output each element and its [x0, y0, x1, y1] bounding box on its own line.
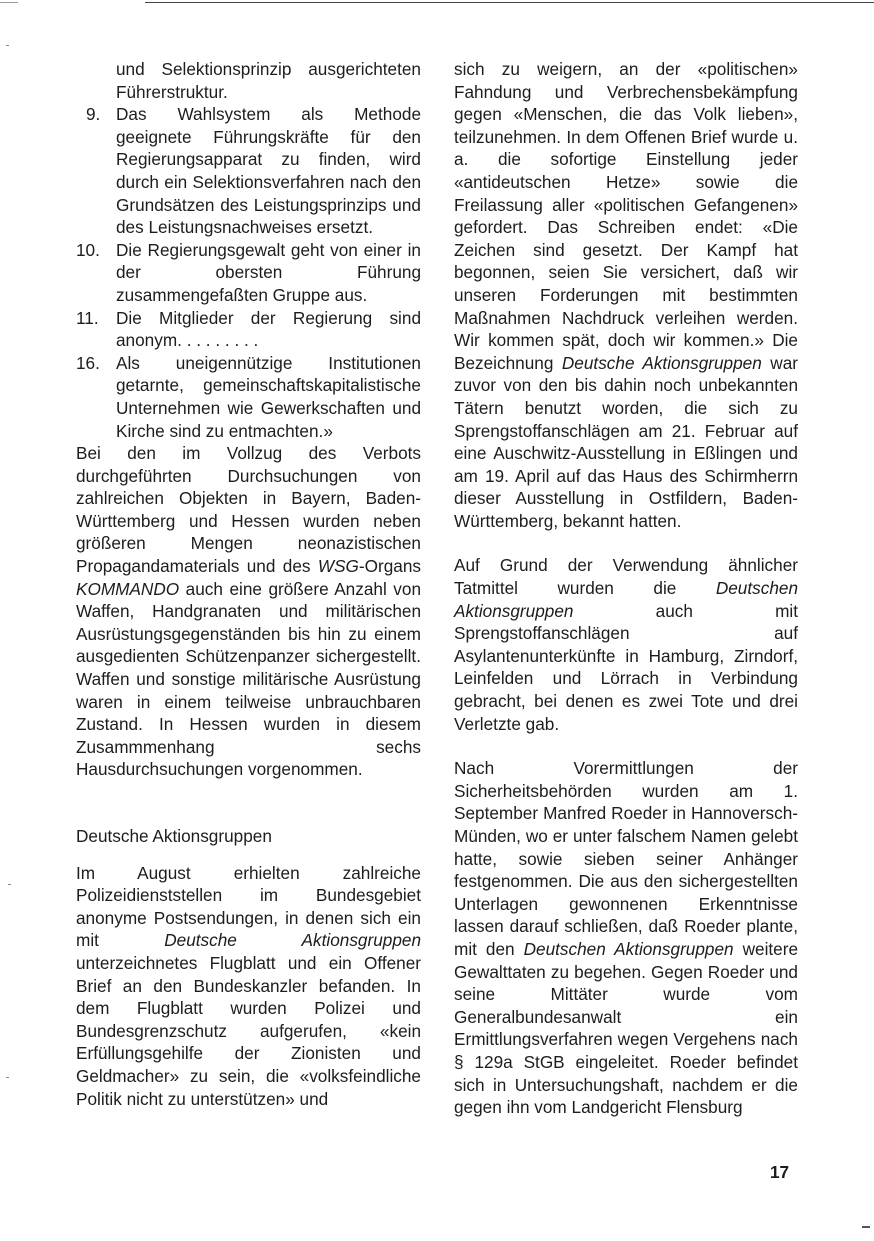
list-text: Als uneigennützige Institutionen getarnte, gemeinschaftskapitalistische Unternehmen wie Gewerkschaften und Kirche sind zu entmachten.»	[116, 352, 421, 441]
corner-mark	[862, 1226, 870, 1228]
page-number: 17	[770, 1162, 790, 1182]
section-heading: Deutsche Aktionsgruppen	[76, 826, 272, 846]
list-text: Die Mitglieder der Regierung sind anonym. . . . . . . . .	[116, 307, 421, 351]
list-item-10	[76, 239, 421, 307]
list-continuation: und Selektionsprinzip ausgerichteten Führerstruktur.	[116, 59, 421, 102]
right-column	[454, 58, 798, 1119]
paragraph-searches: Bei den im Vollzug des Verbots durchgeführten Durchsuchungen von zahlreichen Objekten in Bayern, Baden-Württemberg und Hessen wurden neben größeren Mengen neonazistischen Propagandamaterials und des WSG-Organs KOMMANDO auch eine größere Anzahl von Waffen, Handgranaten und militärischen Ausrüstungsgegenständen bis hin zu einem ausgedienten Schützenpanzer sichergestellt. Waffen und sonstige militärische Ausrüstung waren in einem teilweise unbrauchbaren Zustand. In Hessen wurden in diesem Zusammmenhang sechs Hausdurchsuchungen vorgenommen.	[76, 443, 421, 780]
list-number: 9.	[86, 104, 101, 125]
top-rule	[145, 2, 874, 3]
list-text: Das Wahlsystem als Methode geeignete Führungskräfte für den Regierungsapparat zu finden, wird durch ein Selektionsverfahren nach den Grundsätzen des Leistungsprinzips und des Leistungsnachweises ersetzt.	[116, 104, 421, 238]
top-rule-left	[0, 2, 18, 3]
scan-speck	[6, 1077, 9, 1078]
list-item-11	[76, 307, 421, 352]
list-number: 16.	[76, 352, 100, 373]
scan-speck	[8, 884, 11, 885]
paragraph-attacks: Auf Grund der Verwendung ähnlicher Tatmittel wurden die Deutschen Aktionsgruppen auch mit Sprengstoffanschlägen auf Asylantenunterkünfte in Hamburg, Zirndorf, Leinfelden und Lörrach in Verbindung gebracht, bei denen es zwei Tote und drei Verletzte gab.	[454, 555, 798, 734]
left-column	[76, 58, 421, 1110]
paragraph-august: Im August erhielten zahlreiche Polizeidienststellen im Bundesgebiet anonyme Postsendungen, in denen sich ein mit Deutsche Aktionsgruppen unterzeichnetes Flugblatt und ein Offener Brief an den Bundeskanzler befanden. In dem Flugblatt wurden Polizei und Bundesgrenzschutz aufgerufen, «kein Erfüllungsgehilfe der Zionisten und Geldmacher» zu sein, die «volksfeindliche Politik nicht zu unterstützen» und	[76, 862, 421, 1109]
paragraph-letter: sich zu weigern, an der «politischen» Fahndung und Verbrechensbekämpfung gegen «Menschen, die das Volk lieben», teilzunehmen. In dem Offenen Brief wurde u. a. die sofortige Einstellung jeder «antideutschen Hetze» sowie die Freilassung aller «politischen Gefangenen» gefordert. Das Schreiben endet: «Die Zeichen sind gesetzt. Der Kampf hat begonnen, seien Sie versichert, daß wir unseren Forderungen mit bestimmten Maßnahmen Nachdruck verleihen werden. Wir kommen spät, doch wir kommen.» Die Bezeichnung Deutsche Aktionsgruppen war zuvor von den bis dahin noch unbekannten Tätern benutzt worden, die sich zu Sprengstoffanschlägen am 21. Februar auf eine Auschwitz-Ausstellung in Eßlingen und am 19. April auf das Haus des Schirmherrn dieser Ausstellung in Ostfildern, Baden-Württemberg, bekannt hatten.	[454, 59, 798, 531]
list-item-9	[76, 103, 421, 239]
list-number: 10.	[76, 239, 100, 260]
list-number: 11.	[76, 307, 99, 328]
scan-speck	[6, 45, 9, 46]
paragraph-roeder: Nach Vorermittlungen der Sicherheitsbehörden wurden am 1. September Manfred Roeder in Hannoversch-Münden, wo er unter falschem Namen gelebt hatte, sowie sieben seiner Anhänger festgenommen. Die aus den sichergestellten Unterlagen gewonnenen Erkenntnisse lassen darauf schließen, daß Roeder plante, mit den Deutschen Aktionsgruppen weitere Gewalttaten zu begehen. Gegen Roeder und seine Mittäter wurde vom Generalbundesanwalt ein Ermittlungsverfahren wegen Vergehens nach § 129a StGB eingeleitet. Roeder befindet sich in Untersuchungshaft, nachdem er die gegen ihn vom Landgericht Flensburg	[454, 758, 799, 1118]
list-item-16	[76, 352, 421, 442]
list-text: Die Regierungsgewalt geht von einer in der obersten Führung zusammengefaßten Gruppe aus.	[116, 239, 421, 305]
